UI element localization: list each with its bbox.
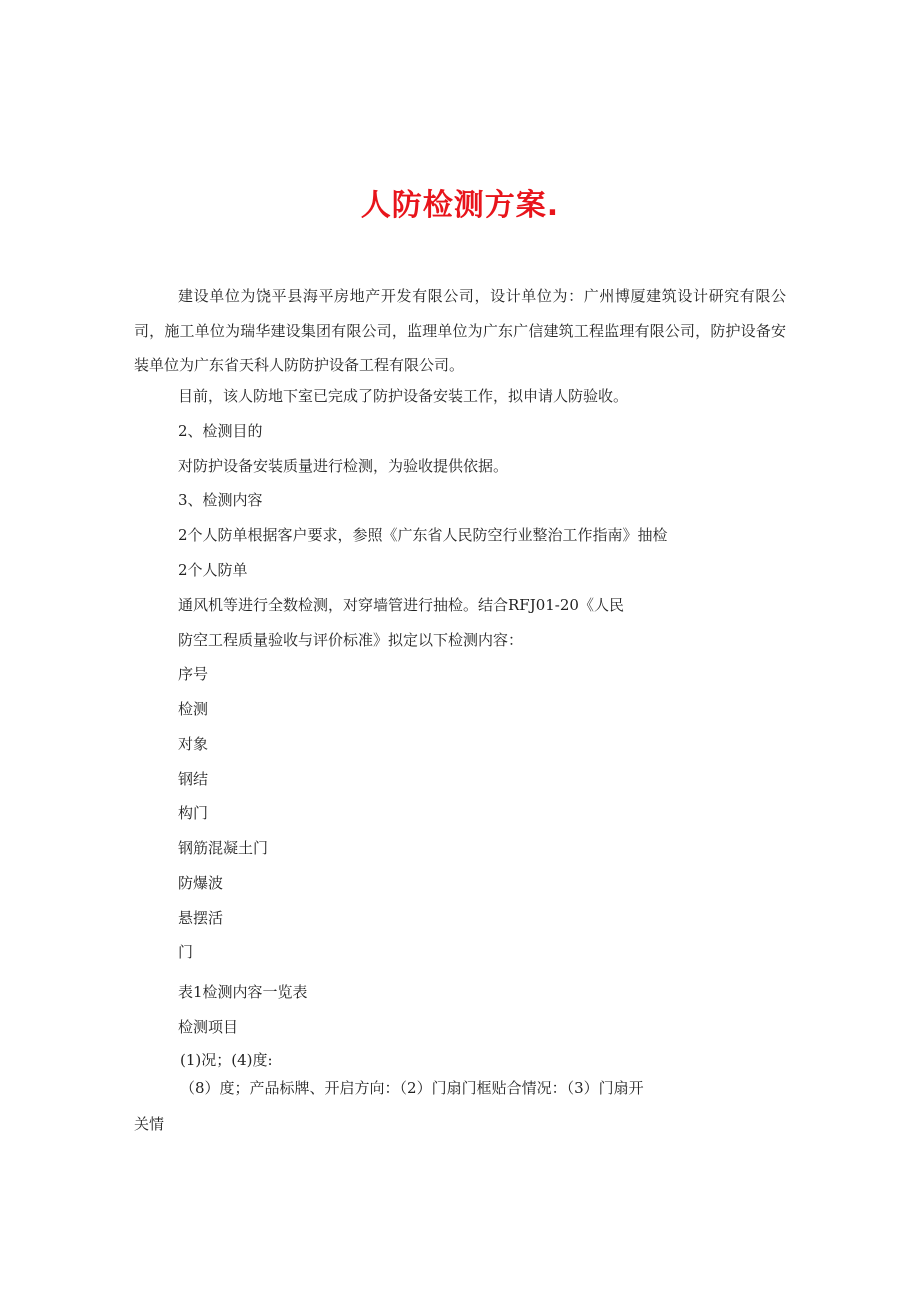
content-text-line: 通风机等进行全数检测，对穿墙管进行抽检。结合RFJ01-20《人民 [178,596,624,614]
content-text-line: 2个人防单根据客户要求，参照《广东省人民防空行业整治工作指南》抽检 [178,526,668,544]
inspection-item-line: （8）度；产品标牌、开启方向：（2）门扇门框贴合情况：（3）门扇开 [180,1079,644,1097]
table-fragment: 序号 [178,665,209,683]
content-text-line: 2个人防单 [178,561,248,579]
document-title: 人防检测方案. [360,188,560,223]
table-fragment: 悬摆活 [178,909,224,927]
table-fragment: 钢结 [178,770,209,788]
table-fragment: 检测项目 [178,1018,239,1036]
table-fragment: 检测 [178,700,209,718]
table-fragment: 构门 [178,804,209,822]
table-fragment: 防爆波 [178,874,224,892]
section-heading-content: 3、检测内容 [178,491,263,509]
intro-paragraph: 建设单位为饶平县海平房地产开发有限公司，设计单位为：广州博厦建筑设计研究有限公司，施工单位为瑞华建设集团有限公司，监理单位为广东广信建筑工程监理有限公司，防护设备安装单位为广东省天科人防防护设备工程有限公司。 [134,287,786,374]
content-text-line: 防空工程质量验收与评价标准》拟定以下检测内容： [178,631,524,649]
table-fragment: 钢筋混凝土门 [178,839,269,857]
inspection-item-line: 关情 [134,1115,165,1133]
table-fragment: 对象 [178,735,209,753]
inspection-item-line: (1)况；(4)度: [180,1051,273,1069]
section-heading-purpose: 2、检测目的 [178,422,263,440]
status-line: 目前，该人防地下室已完成了防护设备安装工作，拟申请人防验收。 [178,387,629,405]
purpose-text: 对防护设备安装质量进行检测，为验收提供依据。 [178,457,509,475]
table-fragment: 门 [178,943,194,961]
table-caption: 表1检测内容一览表 [178,983,308,1001]
